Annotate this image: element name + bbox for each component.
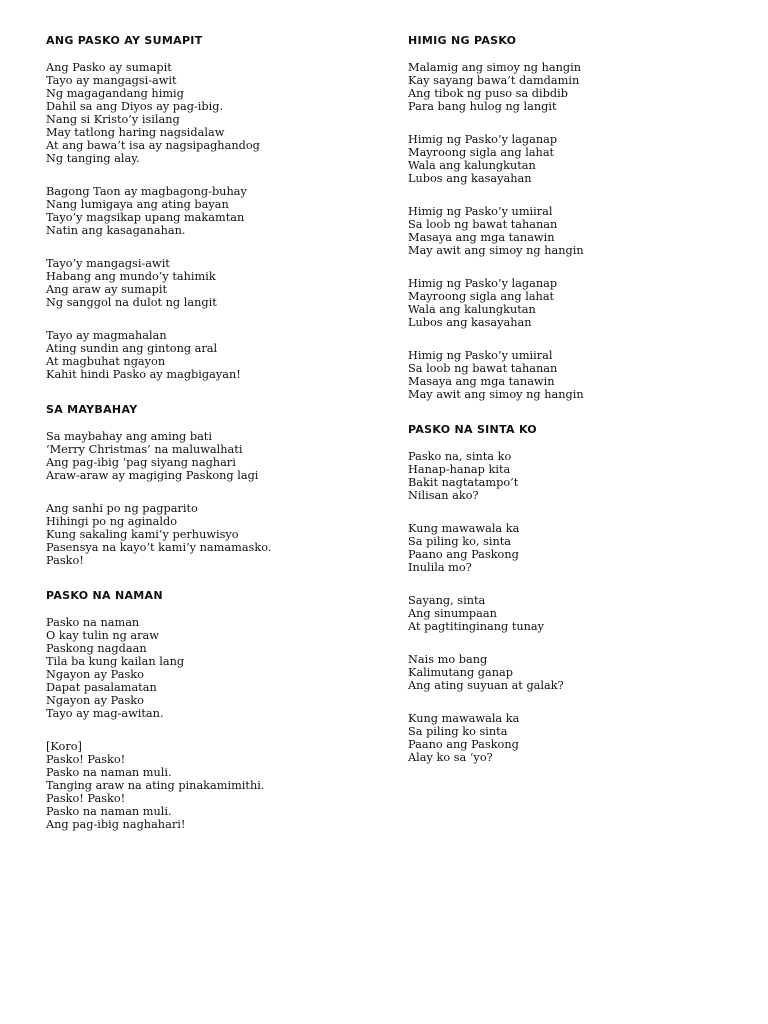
stanza — [46, 616, 376, 720]
lyric-line: Kay sayang bawa’t damdamin — [408, 74, 580, 87]
lyric-line: At ang bawa’t isa ay nagsipaghandog — [46, 139, 260, 152]
lyric-line: Pasko! — [46, 554, 84, 567]
lyric-line: May awit ang simoy ng hangin — [408, 388, 584, 401]
lyric-line: Hihingi po ng aginaldo — [46, 515, 178, 528]
song-title: HIMIG NG PASKO — [408, 34, 517, 47]
lyric-line: Wala ang kalungkutan — [408, 159, 536, 172]
lyric-line: Paano ang Paskong — [408, 738, 519, 751]
lyric-line: Sa loob ng bawat tahanan — [408, 362, 558, 375]
lyric-line: Mayroong sigla ang lahat — [408, 146, 555, 159]
lyric-line: Tayo’y mangagsi-awit — [46, 257, 170, 270]
stanza — [408, 594, 738, 633]
song-pasko-na-sinta-ko — [408, 423, 738, 764]
lyric-line: Ating sundin ang gintong aral — [46, 342, 218, 355]
song-ang-pasko-ay-sumapit — [46, 34, 376, 381]
lyric-line: Pasensya na kayo’t kami’y namamasko. — [46, 541, 272, 554]
lyric-line: Kung mawawala ka — [408, 522, 520, 535]
lyric-line: Tayo’y magsikap upang makamtan — [46, 211, 245, 224]
lyric-line: Inulila mo? — [408, 561, 472, 574]
lyric-line: Alay ko sa ‘yo? — [408, 751, 493, 764]
lyric-line: Pasko! Pasko! — [46, 792, 126, 805]
lyric-line: Nais mo bang — [408, 653, 488, 666]
stanza — [46, 329, 376, 381]
lyric-line: Paano ang Paskong — [408, 548, 519, 561]
lyric-line: Ngayon ay Pasko — [46, 668, 144, 681]
lyric-line: May tatlong haring nagsidalaw — [46, 126, 225, 139]
lyric-line: ‘Merry Christmas’ na maluwalhati — [46, 443, 243, 456]
lyric-line: Natin ang kasaganahan. — [46, 224, 186, 237]
stanza — [408, 349, 738, 401]
stanza — [408, 712, 738, 764]
lyric-line: Masaya ang mga tanawin — [408, 375, 555, 388]
lyric-line: Para bang hulog ng langit — [408, 100, 557, 113]
lyric-line: Bakit nagtatampo’t — [408, 476, 519, 489]
lyric-line: Lubos ang kasayahan — [408, 172, 532, 185]
song-title: PASKO NA SINTA KO — [408, 423, 537, 436]
right-column — [408, 34, 738, 786]
lyric-line: Tayo ay magmahalan — [46, 329, 167, 342]
lyric-line: Mayroong sigla ang lahat — [408, 290, 555, 303]
song-himig-ng-pasko — [408, 34, 738, 401]
lyric-line: Nang lumigaya ang ating bayan — [46, 198, 229, 211]
lyric-line: Dahil sa ang Diyos ay pag-ibig. — [46, 100, 224, 113]
stanza — [408, 277, 738, 329]
lyric-line: At pagtitinginang tunay — [408, 620, 545, 633]
lyric-line: Sayang, sinta — [408, 594, 486, 607]
song-title: SA MAYBAHAY — [46, 403, 138, 416]
lyric-line: Tanging araw na ating pinakamimithi. — [46, 779, 265, 792]
lyric-line: Ng sanggol na dulot ng langit — [46, 296, 217, 309]
lyric-line: Tayo ay mag-awitan. — [46, 707, 164, 720]
lyric-line: Habang ang mundo’y tahimik — [46, 270, 216, 283]
lyric-line: O kay tulin ng araw — [46, 629, 159, 642]
stanza — [408, 205, 738, 257]
lyric-line: [Koro] — [46, 740, 82, 753]
lyric-line: At magbuhat ngayon — [46, 355, 166, 368]
lyric-line: Himig ng Pasko’y laganap — [408, 133, 558, 146]
lyric-line: Sa piling ko sinta — [408, 725, 508, 738]
lyric-line: Pasko na naman muli. — [46, 766, 172, 779]
lyric-line: Kung mawawala ka — [408, 712, 520, 725]
lyric-line: Himig ng Pasko’y laganap — [408, 277, 558, 290]
lyric-line: Ang sinumpaan — [408, 607, 497, 620]
lyric-line: Pasko na naman muli. — [46, 805, 172, 818]
lyric-line: Sa piling ko, sinta — [408, 535, 512, 548]
lyric-line: Ang ating suyuan at galak? — [408, 679, 564, 692]
lyric-line: Kung sakaling kami’y perhuwisyo — [46, 528, 239, 541]
lyric-line: Pasko! Pasko! — [46, 753, 126, 766]
lyric-line: Kahit hindi Pasko ay magbigayan! — [46, 368, 241, 381]
stanza — [46, 61, 376, 165]
stanza — [408, 653, 738, 692]
lyric-line: Ang pag-ibig naghahari! — [46, 818, 186, 831]
stanza — [408, 61, 738, 113]
stanza — [408, 522, 738, 574]
stanza — [408, 450, 738, 502]
lyric-line: Pasko na, sinta ko — [408, 450, 512, 463]
lyric-line: Sa loob ng bawat tahanan — [408, 218, 558, 231]
lyric-line: Himig ng Pasko’y umiiral — [408, 205, 553, 218]
lyric-line: Ng tanging alay. — [46, 152, 140, 165]
lyric-line: Tayo ay mangagsi-awit — [46, 74, 177, 87]
lyric-line: Wala ang kalungkutan — [408, 303, 536, 316]
stanza — [408, 133, 738, 185]
song-title: ANG PASKO AY SUMAPIT — [46, 34, 203, 47]
lyric-line: Masaya ang mga tanawin — [408, 231, 555, 244]
lyric-line: Bagong Taon ay magbagong-buhay — [46, 185, 247, 198]
lyric-line: Sa maybahay ang aming bati — [46, 430, 212, 443]
lyric-line: Ng magagandang himig — [46, 87, 184, 100]
lyric-line: Tila ba kung kailan lang — [46, 655, 185, 668]
stanza — [46, 185, 376, 237]
stanza — [46, 430, 376, 482]
lyric-line: Malamig ang simoy ng hangin — [408, 61, 582, 74]
lyric-line: Nang si Kristo’y isilang — [46, 113, 180, 126]
lyric-line: Paskong nagdaan — [46, 642, 147, 655]
lyric-line: Nilisan ako? — [408, 489, 479, 502]
lyric-line: Ang pag-ibig ‘pag siyang naghari — [46, 456, 236, 469]
stanza — [46, 740, 376, 831]
stanza — [46, 502, 376, 567]
lyric-line: Pasko na naman — [46, 616, 140, 629]
lyric-line: Dapat pasalamatan — [46, 681, 157, 694]
lyric-line: Ngayon ay Pasko — [46, 694, 144, 707]
lyric-line: Hanap-hanap kita — [408, 463, 511, 476]
song-sa-maybahay — [46, 403, 376, 567]
stanza — [46, 257, 376, 309]
lyric-line: Kalimutang ganap — [408, 666, 513, 679]
lyric-line: May awit ang simoy ng hangin — [408, 244, 584, 257]
song-pasko-na-naman — [46, 589, 376, 831]
left-column — [46, 34, 376, 853]
lyric-line: Araw-araw ay magiging Paskong lagi — [46, 469, 259, 482]
lyric-line: Himig ng Pasko’y umiiral — [408, 349, 553, 362]
lyric-line: Lubos ang kasayahan — [408, 316, 532, 329]
lyric-line: Ang araw ay sumapit — [46, 283, 168, 296]
song-title: PASKO NA NAMAN — [46, 589, 163, 602]
lyric-line: Ang tibok ng puso sa dibdib — [408, 87, 568, 100]
lyric-line: Ang sanhi po ng pagparito — [46, 502, 198, 515]
lyric-line: Ang Pasko ay sumapit — [46, 61, 172, 74]
